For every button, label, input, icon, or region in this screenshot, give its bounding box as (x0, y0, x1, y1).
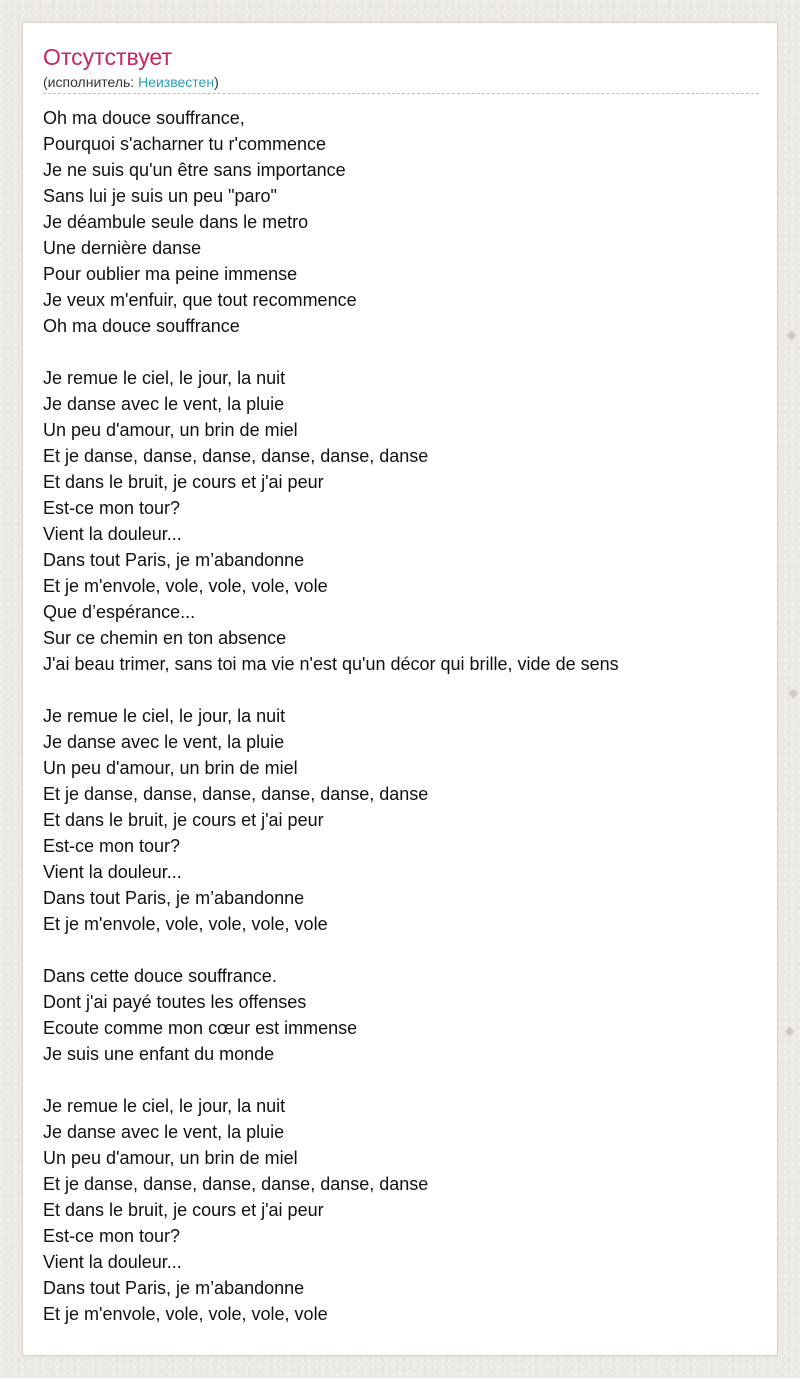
lyric-line: Est-ce mon tour? (43, 1226, 181, 1246)
lyric-line: Je danse avec le vent, la pluie (43, 1122, 285, 1142)
lyric-line: Est-ce mon tour? (43, 836, 181, 856)
lyric-line: Que d’espérance... (43, 602, 196, 622)
lyric-line: Un peu d'amour, un brin de miel (43, 420, 298, 440)
lyric-line: Est-ce mon tour? (43, 498, 181, 518)
artist-line (43, 73, 219, 91)
lyric-line: Je suis une enfant du monde (43, 1044, 275, 1064)
lyric-line: Pour oublier ma peine immense (43, 264, 298, 284)
artist-link[interactable]: Неизвестен (138, 74, 215, 90)
lyric-line: Vient la douleur... (43, 1252, 182, 1272)
lyric-line: Je danse avec le vent, la pluie (43, 732, 285, 752)
lyric-line: Oh ma douce souffrance (43, 316, 240, 336)
lyric-line: Dans tout Paris, je m’abandonne (43, 550, 305, 570)
lyrics-card (22, 22, 778, 1356)
lyric-line: Je remue le ciel, le jour, la nuit (43, 1096, 286, 1116)
lyric-line: Et je m'envole, vole, vole, vole, vole (43, 914, 328, 934)
stanza-gap (43, 339, 759, 365)
lyric-line: Un peu d'amour, un brin de miel (43, 1148, 298, 1168)
lyric-line: Et je danse, danse, danse, danse, danse, danse (43, 784, 429, 804)
stanza-gap (43, 677, 759, 703)
lyrics-body (43, 105, 759, 1327)
lyric-line: Et je danse, danse, danse, danse, danse, danse (43, 446, 429, 466)
song-title: Отсутствует (43, 44, 172, 70)
lyric-line: Dans tout Paris, je m’abandonne (43, 1278, 305, 1298)
lyric-line: Pourquoi s'acharner tu r'commence (43, 134, 327, 154)
lyric-line: Et dans le bruit, je cours et j'ai peur (43, 1200, 324, 1220)
lyric-line: Je ne suis qu'un être sans importance (43, 160, 346, 180)
lyric-line: Un peu d'amour, un brin de miel (43, 758, 298, 778)
lyric-line: Et dans le bruit, je cours et j'ai peur (43, 472, 324, 492)
lyric-line: Dans cette douce souffrance. (43, 966, 277, 986)
lyric-line: Je remue le ciel, le jour, la nuit (43, 368, 286, 388)
lyric-line: Je danse avec le vent, la pluie (43, 394, 285, 414)
background-speck (787, 331, 797, 341)
lyric-line: Ecoute comme mon cœur est immense (43, 1018, 358, 1038)
stanza-gap (43, 1067, 759, 1093)
lyric-line: Je veux m'enfuir, que tout recommence (43, 290, 357, 310)
background-speck (789, 689, 799, 699)
lyric-line: Une dernière danse (43, 238, 202, 258)
lyric-line: Je déambule seule dans le metro (43, 212, 309, 232)
lyric-line: Vient la douleur... (43, 862, 182, 882)
artist-suffix: ) (214, 74, 219, 90)
lyric-line: Dans tout Paris, je m’abandonne (43, 888, 305, 908)
lyric-line: J'ai beau trimer, sans toi ma vie n'est qu'un décor qui brille, vide de sens (43, 654, 619, 674)
lyric-line: Je remue le ciel, le jour, la nuit (43, 706, 286, 726)
artist-prefix: (исполнитель: (43, 74, 139, 90)
lyric-line: Et je m'envole, vole, vole, vole, vole (43, 1304, 328, 1324)
stanza-gap (43, 937, 759, 963)
lyric-line: Vient la douleur... (43, 524, 182, 544)
lyric-line: Et dans le bruit, je cours et j'ai peur (43, 810, 324, 830)
lyric-line: Et je m'envole, vole, vole, vole, vole (43, 576, 328, 596)
lyric-line: Sans lui je suis un peu "paro" (43, 186, 277, 206)
lyric-line: Oh ma douce souffrance, (43, 108, 245, 128)
background-speck (785, 1027, 795, 1037)
lyric-line: Et je danse, danse, danse, danse, danse, danse (43, 1174, 429, 1194)
title-divider (43, 93, 759, 94)
lyric-line: Dont j'ai payé toutes les offenses (43, 992, 307, 1012)
lyric-line: Sur ce chemin en ton absence (43, 628, 287, 648)
